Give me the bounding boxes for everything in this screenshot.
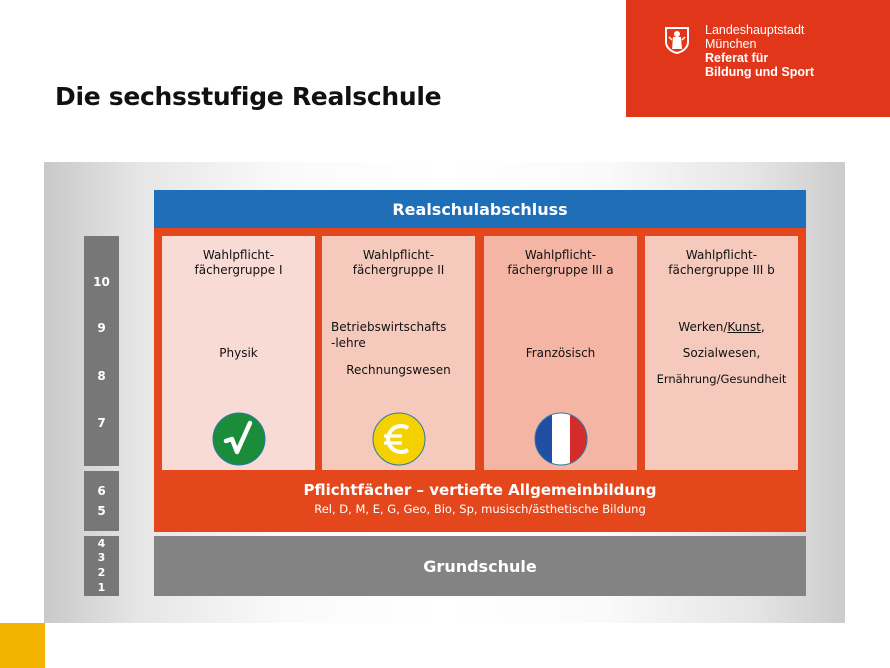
group-column-1: [162, 236, 315, 470]
group-column-2: [322, 236, 475, 470]
group-heading-line: Wahlpflicht-: [202, 248, 275, 262]
group-subject: Betriebswirtschafts: [331, 320, 447, 334]
grundschule-banner: Grundschule: [154, 536, 806, 596]
group-heading-line: fächergruppe II: [352, 263, 445, 277]
brand-line-2: München: [705, 37, 757, 51]
year-label: 1: [97, 581, 106, 594]
brand-block: [626, 0, 890, 117]
subject-separator: ,: [760, 320, 765, 334]
subject-werken: Werken/: [678, 320, 728, 334]
brand-text: [705, 23, 814, 79]
year-label: 3: [97, 551, 106, 564]
group-heading-line: Wahlpflicht-: [524, 248, 597, 262]
pflichtfaecher-subjects: Rel, D, M, E, G, Geo, Bio, Sp, musisch/ästhetische Bildung: [314, 502, 646, 516]
group-heading-line: Wahlpflicht-: [362, 248, 435, 262]
group-subject: [645, 320, 798, 335]
page-title: Die sechsstufige Realschule: [55, 82, 442, 111]
pflichtfaecher-block: [154, 481, 806, 516]
group-heading-line: Wahlpflicht-: [685, 248, 758, 262]
group-subject: Physik: [219, 346, 258, 360]
french-flag-icon: [534, 412, 588, 466]
group-subject: -lehre: [331, 336, 366, 350]
year-label: 7: [97, 416, 106, 430]
year-label: 6: [97, 484, 106, 498]
corner-accent: [0, 623, 45, 668]
brand-line-1: Landeshauptstadt: [705, 23, 805, 37]
pflichtfaecher-title: Pflichtfächer – vertiefte Allgemeinbildung: [303, 481, 657, 499]
years-middle-bar: [84, 471, 119, 531]
brand-line-3: Referat für: [705, 51, 769, 65]
group-heading: [484, 248, 637, 278]
brand-line-4: Bildung und Sport: [705, 65, 815, 79]
group-column-3: [484, 236, 637, 470]
group-subject: Rechnungswesen: [346, 363, 451, 377]
year-label: 4: [97, 537, 106, 550]
group-heading: [162, 248, 315, 278]
subject-kunst: Kunst: [727, 320, 761, 334]
group-column-4: [645, 236, 798, 470]
year-label: 10: [93, 275, 110, 289]
group-heading: [322, 248, 475, 278]
group-heading: [645, 248, 798, 278]
year-label: 9: [97, 321, 106, 335]
group-heading-line: fächergruppe III a: [507, 263, 614, 277]
munich-crest-icon: [664, 26, 690, 54]
year-label: 2: [97, 566, 106, 579]
square-root-icon: [212, 412, 266, 466]
group-subject: Sozialwesen,: [682, 346, 761, 360]
group-heading-line: fächergruppe I: [194, 263, 283, 277]
year-label: 5: [97, 504, 106, 518]
years-upper-bar: [84, 236, 119, 466]
group-subject: Französisch: [525, 346, 596, 360]
realschulabschluss-banner: Realschulabschluss: [154, 190, 806, 228]
year-label: 8: [97, 369, 106, 383]
group-subject: Ernährung/Gesundheit: [656, 372, 787, 386]
years-lower-bar: [84, 536, 119, 596]
euro-icon: [372, 412, 426, 466]
group-heading-line: fächergruppe III b: [668, 263, 775, 277]
